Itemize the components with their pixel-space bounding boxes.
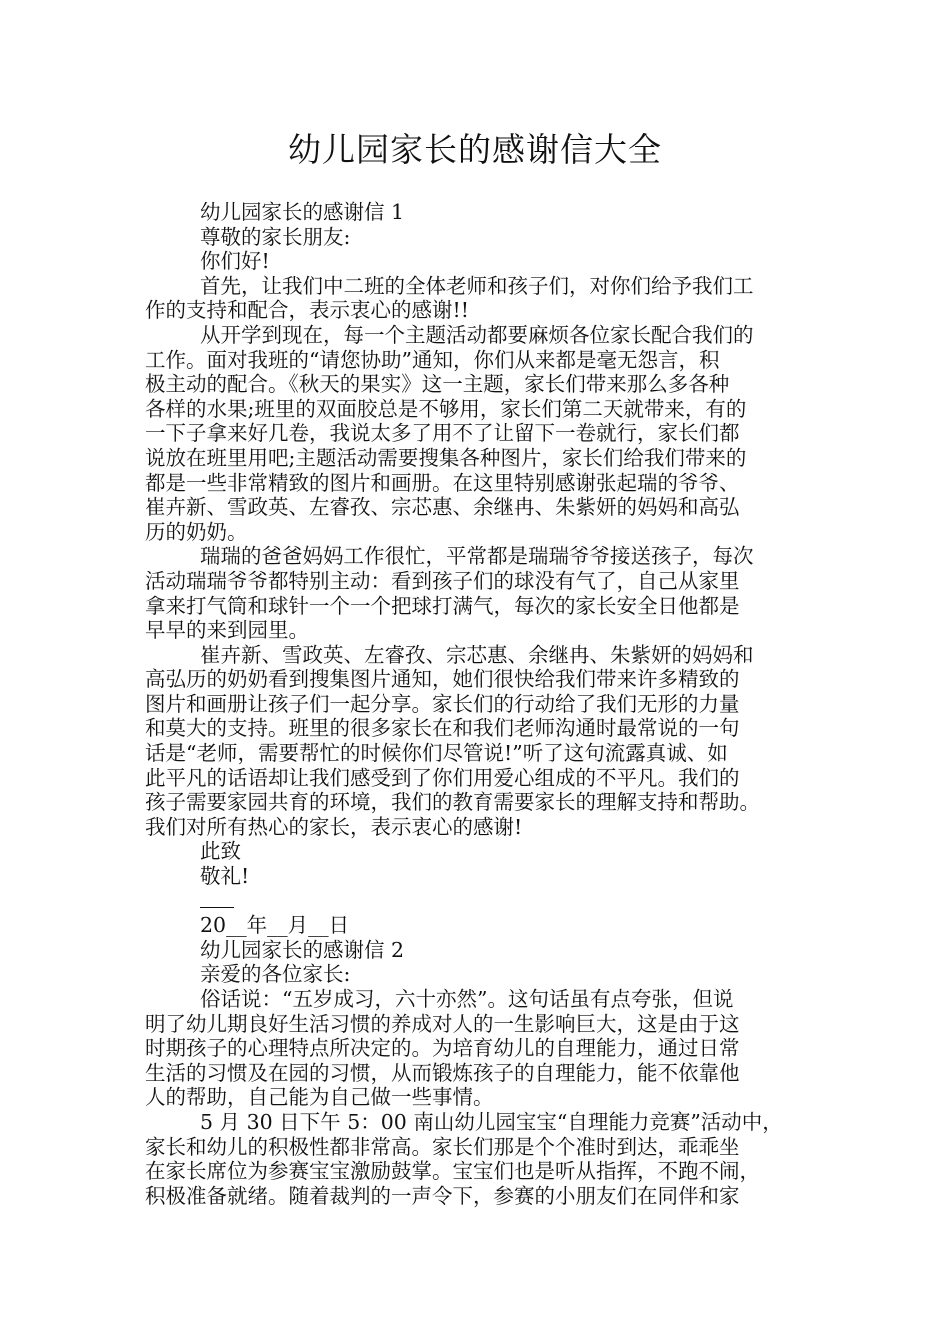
- text-line: 孩子需要家园共育的环境，我们的教育需要家长的理解支持和帮助。: [145, 790, 760, 815]
- text-line: 时期孩子的心理特点所决定的。为培育幼儿的自理能力，通过日常: [145, 1036, 740, 1061]
- signature-blank-line: [145, 889, 830, 914]
- text-line: 生活的习惯及在园的习惯，从而锻炼孩子的自理能力，能不依靠他: [145, 1060, 740, 1085]
- document-title: 幼儿园家长的感谢信大全: [288, 130, 662, 169]
- text-line: 历的奶奶。: [145, 519, 248, 544]
- text-line: 明了幼儿期良好生活习惯的养成对人的一生影响巨大，这是由于这: [145, 1011, 740, 1036]
- text-line: 尊敬的家长朋友:: [200, 224, 351, 249]
- text-line: 此致: [200, 839, 241, 864]
- text-line: 俗话说：“五岁成习，六十亦然”。这句话虽有点夸张，但说: [200, 987, 734, 1011]
- text-line: 首先，让我们中二班的全体老师和孩子们，对你们给予我们工: [200, 273, 754, 298]
- text-line: 和莫大的支持。班里的很多家长在和我们老师沟通时最常说的一句: [145, 716, 740, 741]
- signature-underline: [200, 907, 234, 908]
- text-line: 崔卉新、雪政英、左睿孜、宗芯惠、余继冉、朱紫妍的妈妈和高弘: [145, 495, 740, 520]
- text-line: 你们好!: [200, 249, 270, 274]
- text-line: 20__年__月__日: [200, 913, 350, 938]
- text-line: 说放在班里用吧;主题活动需要搜集各种图片，家长们给我们带来的: [145, 445, 747, 470]
- text-line: 幼儿园家长的感谢信 2: [200, 937, 405, 962]
- text-line: 积极准备就绪。随着裁判的一声令下，参赛的小朋友们在同伴和家: [145, 1183, 740, 1208]
- text-line: 我们对所有热心的家长，表示衷心的感谢!: [145, 814, 523, 839]
- text-line: 5 月 30 日下午 5：00 南山幼儿园宝宝“自理能力竞赛”活动中，: [200, 1109, 783, 1134]
- text-line: 话是“老师，需要帮忙的时候你们尽管说!”听了这句流露真诚、如: [145, 741, 728, 766]
- text-line: 工作。面对我班的“请您协助”通知，你们从来都是毫无怨言，积: [145, 347, 720, 372]
- text-line: 作的支持和配合，表示衷心的感谢!!: [145, 298, 469, 323]
- text-line: 拿来打气筒和球针一个一个把球打满气，每次的家长安全日他都是: [145, 593, 740, 618]
- text-line: 此平凡的话语却让我们感受到了你们用爱心组成的不平凡。我们的: [145, 765, 740, 790]
- text-line: 亲爱的各位家长:: [200, 962, 351, 987]
- text-line: 一下子拿来好几卷，我说太多了用不了让留下一卷就行，家长们都: [145, 421, 740, 446]
- text-line: 人的帮助，自己能为自己做一些事情。: [145, 1085, 494, 1110]
- text-line: 极主动的配合。《秋天的果实》这一主题，家长们带来那么多各种: [145, 372, 730, 397]
- document-body: [145, 200, 830, 1208]
- text-line: 在家长席位为参赛宝宝激励鼓掌。宝宝们也是听从指挥，不跑不闹，: [145, 1159, 760, 1184]
- text-line: 崔卉新、雪政英、左睿孜、宗芯惠、余继冉、朱紫妍的妈妈和: [200, 642, 754, 667]
- text-line: 高弘历的奶奶看到搜集图片通知，她们很快给我们带来许多精致的: [145, 667, 740, 692]
- text-line: 都是一些非常精致的图片和画册。在这里特别感谢张起瑞的爷爷、: [145, 470, 740, 495]
- text-line: 各样的水果;班里的双面胶总是不够用，家长们第二天就带来，有的: [145, 396, 747, 421]
- text-line: 从开学到现在，每一个主题活动都要麻烦各位家长配合我们的: [200, 322, 754, 347]
- text-line: 家长和幼儿的积极性都非常高。家长们那是个个准时到达，乖乖坐: [145, 1134, 740, 1159]
- text-line: 瑞瑞的爸爸妈妈工作很忙，平常都是瑞瑞爷爷接送孩子，每次: [200, 544, 754, 569]
- text-line: 敬礼!: [200, 864, 250, 889]
- text-line: 图片和画册让孩子们一起分享。家长们的行动给了我们无形的力量: [145, 691, 740, 716]
- text-line: 早早的来到园里。: [145, 618, 309, 643]
- text-line: 活动瑞瑞爷爷都特别主动：看到孩子们的球没有气了，自己从家里: [145, 568, 740, 593]
- text-line: 幼儿园家长的感谢信 1: [200, 200, 405, 224]
